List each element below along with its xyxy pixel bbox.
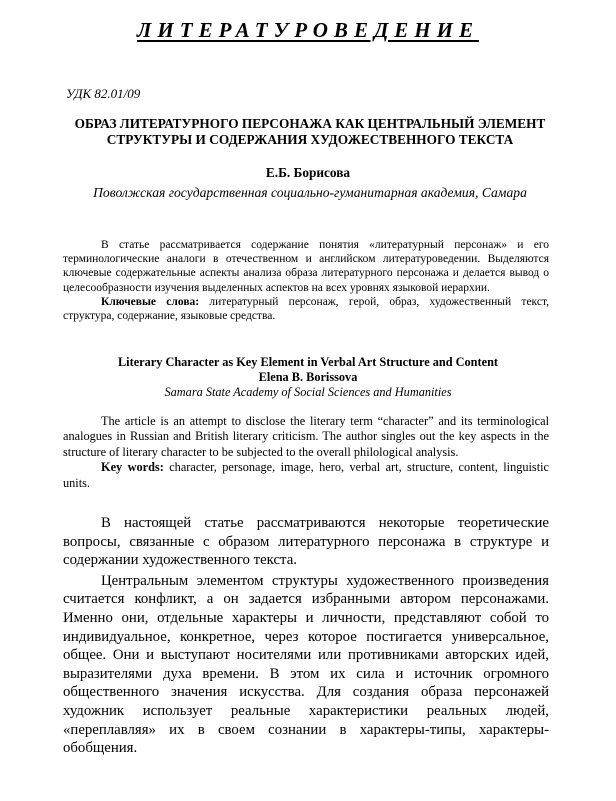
article-body: [63, 514, 549, 758]
abstract-en: [63, 414, 549, 491]
author-name-ru: Е.Б. Борисова: [265, 165, 351, 180]
udk-code: УДК 82.01/09: [66, 86, 141, 101]
abstract-ru: [63, 238, 549, 323]
affiliation-ru: Поволжская государственная социально-гуманитарная академия, Самара: [93, 185, 527, 200]
keywords-en-label: Key words:: [101, 460, 164, 475]
abstract-ru-text: В статье рассматривается содержание понятия «литературный персонаж» и его терминологические аналоги в отечественном и английском литературоведении. Выделяются ключевые содержательные аспекты анализа образа литературного персонажа и делается вывод о целесообразности изучения выделенных аспектов на всех уровнях языковой иерархии.: [63, 239, 549, 294]
article-title-en: Literary Character as Key Element in Verbal Art Structure and Content: [117, 355, 499, 369]
author-name-en: Elena B. Borissova: [258, 370, 358, 384]
section-title: ЛИТЕРАТУРОВЕДЕНИЕ: [137, 18, 479, 42]
keywords-en-text: character, personage, image, hero, verbal art, structure, content, linguistic units.: [63, 460, 550, 490]
keywords-en: [63, 460, 549, 491]
affiliation-en: Samara State Academy of Social Sciences and Humanities: [164, 385, 452, 399]
body-paragraph: Центральным элементом структуры художественного произведения считается конфликт, а он задается избранными автором персонажами. Именно они, отдельные характеры и личности, представляют собой то индивидуальное, конкретное, через которое постигается универсальное, общее. Они и выступают носителями или противниками авторских идей, выразителями духа времени. В этом их сила и источник огромного общественного значения искусства. Для создания образа персонажей художник использует реальные характеристики реальных людей, «переплавляя» их в своем сознании в характеры-типы, характеры-обобщения.: [63, 572, 549, 757]
body-paragraph: В настоящей статье рассматриваются некоторые теоретические вопросы, связанные с образом литературного персонажа в структуре и содержании художественного текста.: [63, 515, 549, 569]
keywords-ru-text: литературный персонаж, герой, образ, художественный текст, структура, содержание, языковые средства.: [63, 295, 549, 323]
article-title-ru: ОБРАЗ ЛИТЕРАТУРНОГО ПЕРСОНАЖА КАК ЦЕНТРАЛЬНЫЙ ЭЛЕМЕНТ СТРУКТУРЫ И СОДЕРЖАНИЯ ХУДОЖЕСТВЕННОГО ТЕКСТА: [74, 116, 546, 147]
keywords-ru: [63, 295, 549, 323]
abstract-en-text: The article is an attempt to disclose the literary term “character” and its terminological analogues in Russian and British literary criticism. The author singles out the key aspects in the structure of literary character to be subjected to the overall philological analysis.: [63, 414, 549, 459]
keywords-ru-label: Ключевые слова:: [101, 295, 200, 308]
